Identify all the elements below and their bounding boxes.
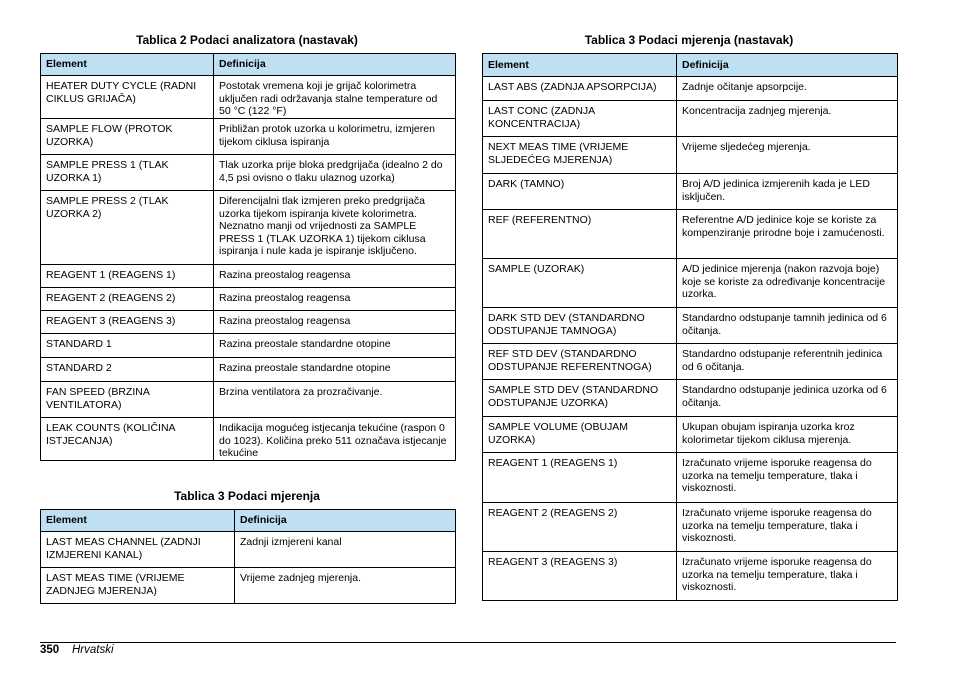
table-row [483,503,898,552]
table-row [483,77,898,101]
table-caption-bottom-left: Tablica 3 Podaci mjerenja [174,489,320,503]
element-cell: REAGENT 3 (REAGENS 3) [41,311,214,334]
analyzer-data-table [40,53,456,461]
element-cell: SAMPLE PRESS 2 (TLAK UZORKA 2) [41,191,214,265]
table-caption-right: Tablica 3 Podaci mjerenja (nastavak) [584,33,794,47]
definition-cell: Koncentracija zadnjeg mjerenja. [677,101,898,137]
table-row [41,418,456,461]
definition-cell: Izračunato vrijeme isporuke reagensa do uzorka na temelju temperature, tlaka i viskoznosti. [677,503,898,552]
table-row [41,311,456,334]
element-cell: STANDARD 1 [41,334,214,358]
element-cell: LEAK COUNTS (KOLIČINA ISTJECANJA) [41,418,214,461]
table-row [483,137,898,174]
definition-cell: Razina preostalog reagensa [214,288,456,311]
table-row [483,344,898,380]
element-cell: NEXT MEAS TIME (VRIJEME SLJEDEĆEG MJERENJA) [483,137,677,174]
definition-cell: Tlak uzorka prije bloka predgrijača (idealno 2 do 4,5 psi ovisno o tlaku ulaznog uzorka) [214,155,456,191]
definition-cell: Razina preostale standardne otopine [214,358,456,382]
definition-cell: Razina preostalog reagensa [214,265,456,288]
definition-cell: Zadnji izmjereni kanal [235,532,456,568]
table-row [483,101,898,137]
footer-divider [40,642,896,643]
column-header-element: Element [483,54,677,77]
table-row [41,119,456,155]
column-header-definition: Definicija [677,54,898,77]
element-cell: REF (REFERENTNO) [483,210,677,259]
table-row [41,532,456,568]
table-row [41,288,456,311]
element-cell: SAMPLE PRESS 1 (TLAK UZORKA 1) [41,155,214,191]
table-caption-left: Tablica 2 Podaci analizatora (nastavak) [136,33,358,47]
column-header-definition: Definicija [214,54,456,76]
definition-cell: Standardno odstupanje jedinica uzorka od 6 očitanja. [677,380,898,417]
table-row [483,174,898,210]
definition-cell: Razina preostalog reagensa [214,311,456,334]
definition-cell: Standardno odstupanje tamnih jedinica od 6 očitanja. [677,308,898,344]
element-cell: REF STD DEV (STANDARDNO ODSTUPANJE REFERENTNOGA) [483,344,677,380]
definition-cell: Izračunato vrijeme isporuke reagensa do uzorka na temelju temperature, tlaka i viskoznosti. [677,552,898,601]
element-cell: LAST MEAS CHANNEL (ZADNJI IZMJERENI KANAL) [41,532,235,568]
definition-cell: Indikacija mogućeg istjecanja tekućine (raspon 0 do 1023). Količina preko 511 označava istjecanje tekućine [214,418,456,461]
element-cell: SAMPLE FLOW (PROTOK UZORKA) [41,119,214,155]
page-number: 350 [40,644,60,656]
element-cell: SAMPLE STD DEV (STANDARDNO ODSTUPANJE UZORKA) [483,380,677,417]
definition-cell: Standardno odstupanje referentnih jedinica od 6 očitanja. [677,344,898,380]
element-cell: SAMPLE VOLUME (OBUJAM UZORKA) [483,417,677,453]
definition-cell: Postotak vremena koji je grijač kolorimetra uključen radi održavanja stalne temperature od 50 °C (122 °F) [214,76,456,119]
definition-cell: Broj A/D jedinica izmjerenih kada je LED isključen. [677,174,898,210]
table-row [41,382,456,418]
element-cell: REAGENT 1 (REAGENS 1) [41,265,214,288]
table-row [41,358,456,382]
column-header-element: Element [41,54,214,76]
element-cell: FAN SPEED (BRZINA VENTILATORA) [41,382,214,418]
table-row [41,76,456,119]
element-cell: REAGENT 2 (REAGENS 2) [41,288,214,311]
element-cell: LAST CONC (ZADNJA KONCENTRACIJA) [483,101,677,137]
table-row [483,552,898,601]
element-cell: REAGENT 2 (REAGENS 2) [483,503,677,552]
element-cell: HEATER DUTY CYCLE (RADNI CIKLUS GRIJAČA) [41,76,214,119]
definition-cell: Približan protok uzorka u kolorimetru, izmjeren tijekom ciklusa ispiranja [214,119,456,155]
definition-cell: Vrijeme zadnjeg mjerenja. [235,568,456,604]
definition-cell: Razina preostale standardne otopine [214,334,456,358]
element-cell: LAST MEAS TIME (VRIJEME ZADNJEG MJERENJA) [41,568,235,604]
definition-cell: Ukupan obujam ispiranja uzorka kroz kolorimetar tijekom ciklusa mjerenja. [677,417,898,453]
table-row [41,155,456,191]
table-row [483,259,898,308]
column-header-element: Element [41,510,235,532]
table-row [483,308,898,344]
table-row [483,380,898,417]
definition-cell: Vrijeme sljedećeg mjerenja. [677,137,898,174]
definition-cell: A/D jedinice mjerenja (nakon razvoja boje) koje se koriste za određivanje koncentracije uzorka. [677,259,898,308]
table-row [41,334,456,358]
element-cell: DARK (TAMNO) [483,174,677,210]
element-cell: SAMPLE (UZORAK) [483,259,677,308]
definition-cell: Diferencijalni tlak izmjeren preko predgrijača uzorka tijekom ispiranja kivete kolorimetra. Neznatno manji od vrijednosti za SAMPLE PRESS 1 (TLAK UZORKA 1) tijekom ciklusa ispiranja i nule kada je ispiranje isključeno. [214,191,456,265]
measurement-data-continued-table [482,53,898,601]
page-language: Hrvatski [72,644,114,656]
element-cell: LAST ABS (ZADNJA APSORPCIJA) [483,77,677,101]
definition-cell: Referentne A/D jedinice koje se koriste za kompenziranje prirodne boje i zamućenosti. [677,210,898,259]
table-row [483,417,898,453]
definition-cell: Izračunato vrijeme isporuke reagensa do uzorka na temelju temperature, tlaka i viskoznosti. [677,453,898,503]
element-cell: DARK STD DEV (STANDARDNO ODSTUPANJE TAMNOGA) [483,308,677,344]
table-row [41,568,456,604]
element-cell: STANDARD 2 [41,358,214,382]
table-row [41,265,456,288]
measurement-data-table [40,509,456,604]
table-row [41,191,456,265]
table-row [483,453,898,503]
definition-cell: Brzina ventilatora za prozračivanje. [214,382,456,418]
element-cell: REAGENT 3 (REAGENS 3) [483,552,677,601]
definition-cell: Zadnje očitanje apsorpcije. [677,77,898,101]
table-row [483,210,898,259]
column-header-definition: Definicija [235,510,456,532]
element-cell: REAGENT 1 (REAGENS 1) [483,453,677,503]
